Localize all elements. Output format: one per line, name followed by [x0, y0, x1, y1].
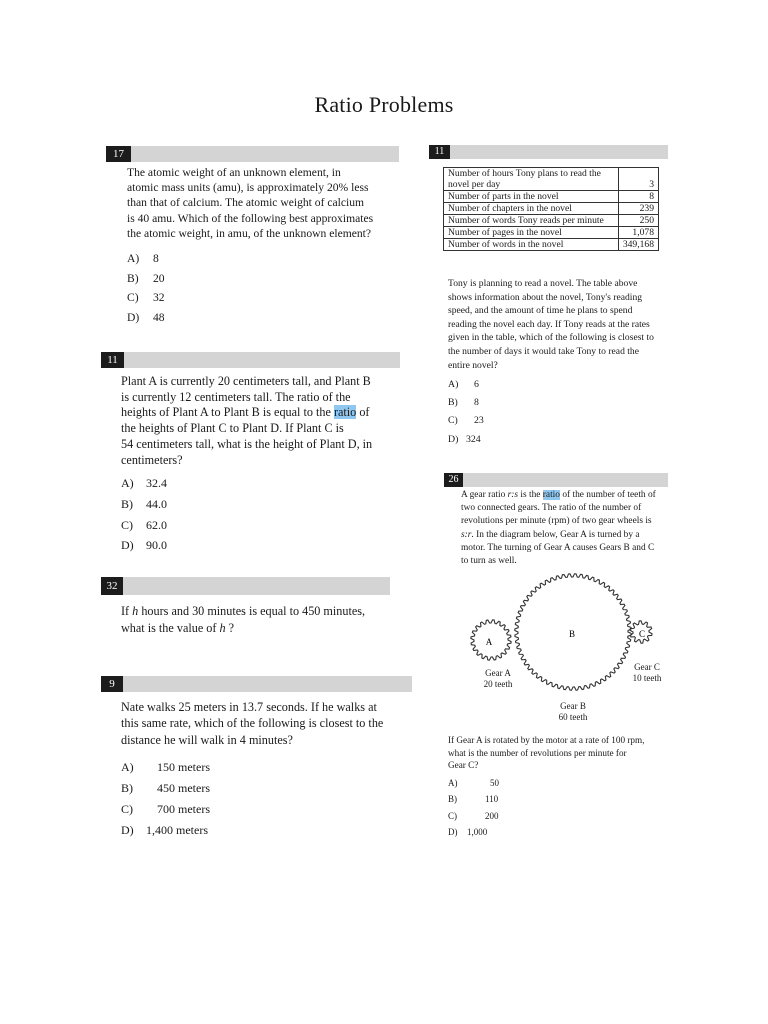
choice-text: 110 — [485, 794, 499, 805]
gear-b-shape — [515, 574, 631, 690]
text-line: what is the number of revolutions per minute for — [448, 747, 627, 758]
table-cell-value: 239 — [618, 203, 658, 215]
gear-teeth: 10 teeth — [632, 673, 662, 683]
text-line: than that of calcium. The atomic weight of calcium — [127, 196, 365, 210]
table-row — [444, 239, 659, 251]
text-line: is currently 12 centimeters tall. The ratio of the — [121, 389, 351, 404]
answer-choice[interactable] — [121, 515, 167, 536]
text-line: reading the novel each day. If Tony reads at the rates — [448, 318, 650, 330]
question-11-plant-header-bar — [101, 352, 400, 368]
question-9-header-bar — [101, 676, 412, 692]
answer-choice[interactable] — [121, 757, 210, 778]
table-cell-label: Number of words in the novel — [444, 239, 619, 251]
table-cell-value: 349,168 — [618, 239, 658, 251]
text-line: atomic mass units (amu), is approximately 20% less — [127, 181, 369, 195]
question-26-choices — [448, 775, 499, 841]
text-segment: ? — [225, 620, 235, 635]
choice-text: 44.0 — [146, 496, 167, 511]
choice-text: 50 — [490, 778, 499, 788]
gear-b-letter: B — [568, 629, 576, 639]
text-segment: hours and 30 minutes is equal to 450 minutes, — [138, 604, 366, 618]
choice-text: 450 meters — [157, 781, 210, 795]
answer-choice[interactable] — [448, 376, 484, 394]
choice-letter: A) — [448, 379, 459, 390]
question-9-text — [121, 699, 421, 748]
choice-text: 200 — [485, 810, 499, 821]
novel-info-table — [443, 167, 659, 251]
choice-text: 90.0 — [146, 538, 167, 553]
choice-text: 62.0 — [146, 517, 167, 532]
question-number-badge: 32 — [101, 577, 123, 595]
variable-h: h — [132, 604, 139, 618]
choice-letter: B) — [448, 397, 458, 409]
table-cell-label: Number of pages in the novel — [444, 227, 619, 239]
answer-choice[interactable] — [448, 808, 499, 824]
choice-text: 48 — [153, 310, 165, 324]
choice-letter: B) — [448, 794, 457, 805]
answer-choice[interactable] — [121, 473, 167, 494]
table-cell-label: Number of chapters in the novel — [444, 203, 619, 215]
text-line: Plant A is currently 20 centimeters tall, and Plant B — [121, 374, 371, 388]
answer-choice[interactable] — [121, 494, 167, 515]
answer-choice[interactable] — [121, 820, 210, 841]
question-26-text — [461, 489, 681, 568]
choice-letter: A) — [448, 778, 458, 788]
question-32-header-bar — [101, 577, 390, 595]
answer-choice[interactable] — [448, 791, 499, 807]
gear-name: Gear C — [634, 662, 660, 672]
text-line: two connected gears. The ratio of the number of — [461, 503, 642, 514]
text-segment: of — [356, 405, 370, 420]
text-line: this same rate, which of the following is closest to the — [121, 716, 384, 731]
question-11-tony-choices — [448, 376, 484, 449]
question-26-header-bar — [444, 473, 668, 487]
text-line — [461, 529, 681, 542]
question-17-header-bar — [106, 146, 399, 162]
text-line: the atomic weight, in amu, of the unknown element? — [127, 226, 372, 240]
answer-choice[interactable] — [448, 431, 484, 449]
choice-text: 32 — [153, 291, 165, 304]
table-cell-label — [444, 168, 619, 191]
answer-choice[interactable] — [127, 288, 165, 308]
answer-choice[interactable] — [121, 799, 210, 820]
page-title: Ratio Problems — [314, 92, 454, 117]
gear-teeth: 60 teeth — [558, 712, 588, 722]
table-cell-value: 1,078 — [618, 227, 658, 239]
gear-a-shape — [471, 620, 511, 660]
choice-text: 20 — [153, 271, 165, 285]
table-row — [444, 215, 659, 227]
table-row — [444, 203, 659, 215]
question-11-tony-header-bar — [429, 145, 668, 159]
question-11-tony-text — [448, 277, 688, 372]
text-line — [121, 603, 411, 620]
table-cell-label: Number of words Tony reads per minute — [444, 215, 619, 227]
choice-text: 1,000 — [467, 827, 488, 838]
table-row — [444, 168, 659, 191]
gear-c-letter: C — [638, 629, 646, 639]
gear-c-shape — [630, 621, 652, 643]
question-number-badge: 17 — [106, 146, 131, 162]
question-17-choices — [127, 249, 165, 327]
choice-letter: A) — [121, 476, 134, 490]
answer-choice[interactable] — [127, 269, 165, 289]
text-segment: of the number of teeth of — [559, 490, 656, 500]
gear-a-letter: A — [485, 637, 493, 647]
question-number-badge: 11 — [101, 352, 124, 368]
text-line: If Gear A is rotated by the motor at a rate of 100 rpm, — [448, 735, 645, 745]
question-number-badge: 11 — [429, 145, 450, 159]
text-line — [121, 620, 411, 637]
choice-letter: C) — [121, 802, 133, 816]
text-line: Tony is planning to read a novel. The table above — [448, 278, 638, 289]
variable-rs: r:s — [507, 490, 519, 500]
text-line: 54 centimeters tall, what is the height of Plant D, in — [121, 436, 373, 451]
choice-text: 1,400 meters — [146, 823, 208, 837]
choice-letter: D) — [121, 538, 134, 553]
choice-text: 324 — [466, 433, 481, 445]
text-line: motor. The turning of Gear A causes Gears B and C — [461, 542, 655, 553]
gear-name: Gear B — [560, 701, 586, 711]
label-line: Number of hours Tony plans to read the — [448, 168, 601, 179]
gear-c-caption — [622, 662, 672, 684]
text-line: The atomic weight of an unknown element, in — [127, 166, 341, 179]
question-32-text — [121, 603, 411, 636]
question-26-prompt — [448, 734, 688, 772]
answer-choice[interactable] — [448, 824, 499, 840]
label-line: novel per day — [448, 179, 501, 190]
choice-text: 150 meters — [157, 760, 210, 774]
question-number-badge: 26 — [444, 473, 463, 487]
choice-text: 23 — [474, 415, 484, 427]
text-line: centimeters? — [121, 452, 183, 467]
question-11-plant-choices — [121, 473, 167, 556]
table-cell-label: Number of parts in the novel — [444, 191, 619, 203]
answer-choice[interactable] — [121, 535, 167, 556]
table-cell-value: 250 — [618, 215, 658, 227]
question-17-text — [127, 165, 407, 241]
choice-text: 8 — [474, 397, 479, 409]
choice-letter: C) — [121, 517, 133, 532]
choice-letter: B) — [121, 781, 133, 795]
choice-letter: A) — [121, 760, 134, 774]
text-segment: A gear ratio — [461, 490, 508, 500]
text-line: the number of days it would take Tony to read the — [448, 345, 639, 357]
text-line — [121, 405, 411, 421]
answer-choice[interactable] — [448, 412, 484, 430]
table-cell-value: 8 — [618, 191, 658, 203]
choice-letter: D) — [448, 433, 459, 445]
choice-letter: D) — [127, 310, 140, 324]
choice-letter: C) — [448, 415, 458, 427]
text-segment: what is the value of — [121, 620, 220, 635]
gear-a-caption — [473, 668, 523, 690]
choice-text: 700 meters — [157, 802, 210, 816]
text-line: the heights of Plant C to Plant D. If Plant C is — [121, 421, 344, 436]
question-9-choices — [121, 757, 210, 841]
text-line: Gear C? — [448, 760, 479, 771]
text-segment: heights of Plant A to Plant B is equal to the — [121, 405, 334, 420]
answer-choice[interactable] — [448, 394, 484, 412]
text-segment: If — [121, 604, 133, 618]
gear-teeth: 20 teeth — [483, 679, 513, 689]
gear-b-caption — [548, 701, 598, 723]
text-line: to turn as well. — [461, 556, 517, 567]
choice-letter: C) — [127, 291, 139, 304]
question-number-badge: 9 — [101, 676, 123, 692]
answer-choice[interactable] — [448, 775, 499, 791]
text-line: shows information about the novel, Tony's reading — [448, 291, 643, 303]
text-line: given in the table, which of the following is closest to — [448, 332, 654, 344]
choice-text: 6 — [474, 379, 479, 390]
text-line: speed, and the amount of time he plans to spend — [448, 305, 633, 317]
choice-letter: D) — [121, 823, 134, 837]
gear-name: Gear A — [485, 668, 511, 678]
text-line: is 40 amu. Which of the following best approximates — [127, 211, 374, 225]
variable-sr: s:r — [461, 529, 472, 540]
text-segment: is the — [518, 490, 543, 500]
answer-choice[interactable] — [127, 308, 165, 328]
table-cell-value: 3 — [618, 168, 658, 191]
text-line: Nate walks 25 meters in 13.7 seconds. If he walks at — [121, 700, 377, 714]
choice-letter: B) — [121, 496, 133, 511]
text-line: distance he will walk in 4 minutes? — [121, 732, 293, 747]
variable-h: h — [219, 620, 226, 635]
highlighted-word: ratio — [333, 405, 357, 420]
answer-choice[interactable] — [121, 778, 210, 799]
choice-letter: B) — [127, 271, 139, 285]
text-line — [461, 489, 681, 502]
answer-choice[interactable] — [127, 249, 165, 269]
table-row — [444, 191, 659, 203]
question-11-plant-text — [121, 374, 411, 468]
text-segment: . In the diagram below, Gear A is turned by a — [471, 529, 640, 540]
text-line: revolutions per minute (rpm) of two gear wheels is — [461, 516, 652, 527]
table-row — [444, 227, 659, 239]
text-line: entire novel? — [448, 359, 498, 371]
choice-text: 8 — [153, 252, 159, 265]
choice-text: 32.4 — [146, 476, 167, 490]
choice-letter: A) — [127, 252, 140, 265]
choice-letter: C) — [448, 810, 457, 821]
highlighted-word: ratio — [542, 490, 560, 500]
choice-letter: D) — [448, 827, 458, 838]
